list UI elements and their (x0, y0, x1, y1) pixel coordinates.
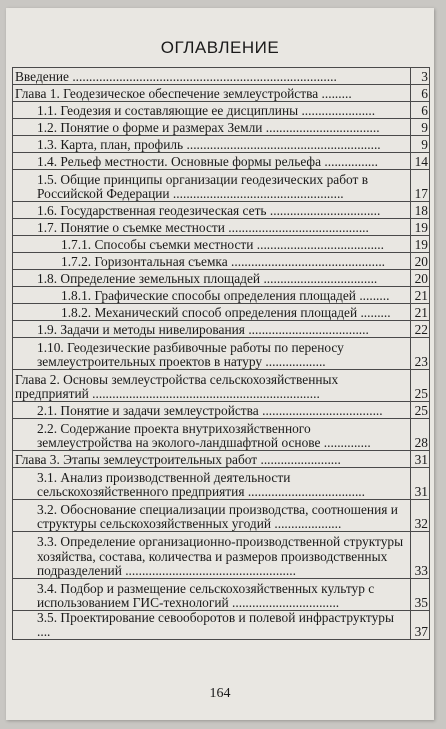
toc-entry-title: 1.9. Задачи и методы нивелирования .................................... (37, 321, 369, 337)
toc-entry (13, 219, 430, 236)
toc-entry-title: 1.5. Общие принципы организации геодезических работ в Российской Федерации ................................................... (37, 171, 369, 201)
toc-entry-title: 3.5. Проектирование севооборотов и полевой инфраструктуры .... (37, 610, 394, 640)
toc-entry (13, 611, 430, 640)
toc-entry (13, 236, 430, 253)
book-page (6, 8, 434, 720)
toc-entry-title: 1.3. Карта, план, профиль .......................................................... (37, 136, 381, 152)
toc-entry-title: 1.7.2. Горизонтальная съемка .............................................. (61, 253, 386, 269)
toc-entry-page: 6 (411, 85, 430, 102)
toc-entry (13, 85, 430, 102)
toc-entry-page: 21 (411, 287, 430, 304)
toc-entry-page: 18 (411, 202, 430, 219)
toc-entry (13, 202, 430, 219)
toc-entry-page: 23 (411, 338, 430, 370)
toc-entry-title: Введение ............................................................................... (15, 68, 337, 84)
toc-entry-title: 1.8. Определение земельных площадей .................................. (37, 270, 378, 286)
toc-entry (13, 153, 430, 170)
toc-entry-title-cell (13, 611, 411, 640)
toc-entry-title: 2.1. Понятие и задачи землеустройства .................................... (37, 402, 383, 418)
toc-entry (13, 370, 430, 402)
toc-entry-title: 1.4. Рельеф местности. Основные формы рельефа ................ (37, 153, 378, 169)
toc-entry-title: 3.3. Определение организационно-производственной структуры хозяйства, состава, количества и размеров производственных подразделений ................................................... (37, 534, 404, 578)
toc-entry-page: 22 (411, 321, 430, 338)
toc-entry (13, 119, 430, 136)
toc-entry-title-cell (13, 202, 411, 219)
toc-entry-page: 31 (411, 468, 430, 500)
toc-entry (13, 451, 430, 468)
toc-entry-title: 1.8.1. Графические способы определения площадей ......... (61, 287, 390, 303)
toc-entry (13, 402, 430, 419)
toc-entry (13, 270, 430, 287)
toc-entry-page: 20 (411, 270, 430, 287)
toc-entry-page: 14 (411, 153, 430, 170)
toc-entry-title-cell (13, 402, 411, 419)
toc-entry-title: Глава 1. Геодезическое обеспечение землеустройства ......... (15, 85, 352, 101)
toc-entry-title-cell (13, 253, 411, 270)
toc-entry-title-cell (13, 579, 411, 611)
toc-entry-page: 19 (411, 219, 430, 236)
toc-entry-title-cell (13, 170, 411, 202)
toc-entry-title: 3.1. Анализ производственной деятельности сельскохозяйственного предприятия ................................... (37, 469, 365, 499)
toc-entry (13, 579, 430, 611)
toc-entry (13, 321, 430, 338)
toc-entry-title-cell (13, 102, 411, 119)
toc-entry-page: 33 (411, 532, 430, 579)
toc-entry (13, 136, 430, 153)
toc-entry-title-cell (13, 153, 411, 170)
toc-entry (13, 419, 430, 451)
toc-entry-title: 1.7.1. Способы съемки местности ...................................... (61, 236, 384, 252)
toc-entry-title-cell (13, 68, 411, 85)
toc-entry-page: 9 (411, 119, 430, 136)
toc-entry-title-cell (13, 219, 411, 236)
toc-entry-title: 1.2. Понятие о форме и размерах Земли .................................. (37, 119, 380, 135)
toc-entry-title: Глава 3. Этапы землеустроительных работ ........................ (15, 451, 341, 467)
toc-entry-page: 37 (411, 611, 430, 640)
toc-entry-title: 1.8.2. Механический способ определения площадей ......... (61, 304, 391, 320)
toc-entry-title: 3.4. Подбор и размещение сельскохозяйственных культур с использованием ГИС-технологий ................................ (37, 580, 375, 610)
toc-entry-title: 1.10. Геодезические разбивочные работы по переносу землеустроительных проектов в натуру .................. (37, 339, 344, 369)
toc-entry (13, 102, 430, 119)
toc-entry-title-cell (13, 270, 411, 287)
toc-entry-title-cell (13, 304, 411, 321)
toc-entry-page: 3 (411, 68, 430, 85)
page-number: 164 (209, 686, 231, 701)
toc-entry-title: 1.6. Государственная геодезическая сеть ................................. (37, 202, 381, 218)
toc-entry-title-cell (13, 500, 411, 532)
toc-entry-page: 25 (411, 402, 430, 419)
toc-entry (13, 253, 430, 270)
toc-entry-title-cell (13, 85, 411, 102)
toc-entry (13, 287, 430, 304)
toc-entry-title: 1.7. Понятие о съемке местности .......................................... (37, 219, 369, 235)
toc-entry (13, 170, 430, 202)
toc-entry-title-cell (13, 321, 411, 338)
toc-entry-title-cell (13, 532, 411, 579)
toc-entry (13, 468, 430, 500)
toc-entry (13, 500, 430, 532)
toc-entry-page: 35 (411, 579, 430, 611)
toc-entry-title-cell (13, 287, 411, 304)
toc-entry-title-cell (13, 338, 411, 370)
toc-entry-title-cell (13, 451, 411, 468)
toc-entry-title-cell (13, 119, 411, 136)
toc-entry-page: 20 (411, 253, 430, 270)
toc-entry-title: 3.2. Обоснование специализации производства, соотношения и структуры сельскохозяйственных угодий .................... (37, 501, 398, 531)
toc-entry (13, 532, 430, 579)
toc-entry-title-cell (13, 468, 411, 500)
toc-entry (13, 68, 430, 85)
toc-entry-page: 6 (411, 102, 430, 119)
toc-entry-title-cell (13, 236, 411, 253)
toc-entry-page: 19 (411, 236, 430, 253)
toc-entry-title-cell (13, 419, 411, 451)
toc-entry-title-cell (13, 136, 411, 153)
toc-entry-title: 2.2. Содержание проекта внутрихозяйственного землеустройства на эколого-ландшафтной основе .............. (37, 420, 371, 450)
toc-entry-page: 25 (411, 370, 430, 402)
toc-entry-title-cell (13, 370, 411, 402)
toc-entry-page: 9 (411, 136, 430, 153)
toc-entry-page: 21 (411, 304, 430, 321)
toc-entry-page: 31 (411, 451, 430, 468)
toc-entry-page: 17 (411, 170, 430, 202)
toc-entry-page: 28 (411, 419, 430, 451)
page-title: ОГЛАВЛЕНИЕ (160, 38, 280, 57)
toc-entry-page: 32 (411, 500, 430, 532)
toc-entry (13, 304, 430, 321)
toc-entry-title: Глава 2. Основы землеустройства сельскохозяйственных предприятий .................................................................... (15, 371, 339, 401)
toc-entry (13, 338, 430, 370)
toc-entry-title: 1.1. Геодезия и составляющие ее дисциплины ...................... (37, 102, 376, 118)
table-of-contents (12, 67, 430, 640)
